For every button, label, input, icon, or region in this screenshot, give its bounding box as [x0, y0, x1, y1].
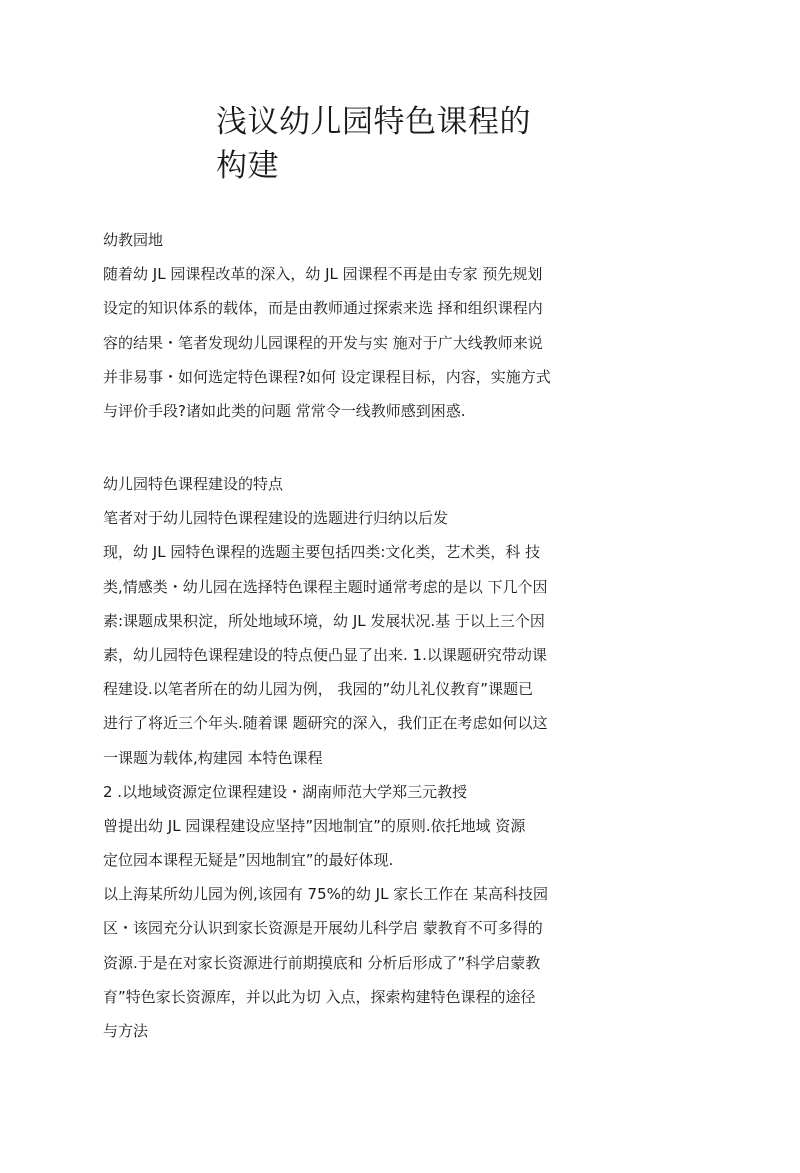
paragraph-line: 一课题为载体,构建园 本特色课程	[103, 748, 323, 767]
paragraph-line: 素，幼儿园特色课程建设的特点便凸显了出来. 1.以课题研究带动课	[103, 645, 547, 664]
paragraph-line: 与方法	[103, 1022, 149, 1040]
paragraph-line: 类,情感类・幼儿园在选择特色课程主题时通常考虑的是以 下几个因	[103, 577, 548, 596]
paragraph-line: 资源.于是在对家长资源进行前期摸底和 分析后形成了”科学启蒙教	[103, 953, 541, 972]
title-line-1: 浅议幼儿园特色课程的	[216, 104, 531, 140]
title-line-2: 构建	[216, 148, 279, 184]
paragraph-line: 与评价手段?诸如此类的问题 常常令一线教师感到困惑.	[103, 401, 466, 420]
paragraph-line: 育”特色家长资源库，并以此为切 入点，探索构建特色课程的途径	[103, 987, 536, 1006]
paragraph-line: 随着幼 JL 园课程改革的深入，幼 JL 园课程不再是由专家 预先规划	[103, 265, 543, 284]
paragraph-line: 设定的知识体系的载体，而是由教师通过探索来选 择和组织课程内	[103, 299, 543, 318]
paragraph-line: 笔者对于幼儿园特色课程建设的选题进行归纳以后发	[103, 509, 449, 528]
section-features	[103, 471, 583, 1052]
paragraph-line: 素:课题成果积淀，所处地域环境，幼 JL 发展状况.基 于以上三个因	[103, 611, 545, 630]
section-intro	[103, 227, 583, 432]
paragraph-line: 2 .以地域资源定位课程建设・湖南师范大学郑三元教授	[103, 782, 468, 801]
paragraph-line: 并非易事・如何选定特色课程?如何 设定课程目标，内容，实施方式	[103, 367, 551, 386]
paragraph-line: 进行了将近三个年头.随着课 题研究的深入，我们正在考虑如何以这	[103, 714, 548, 733]
paragraph-line: 定位园本课程无疑是”因地制宜”的最好体现.	[103, 851, 394, 870]
paragraph-line: 区・该园充分认识到家长资源是开展幼儿科学启 蒙教育不可多得的	[103, 919, 543, 938]
paragraph-line: 容的结果・笔者发现幼儿园课程的开发与实 施对于广大线教师来说	[103, 333, 543, 352]
paragraph-line: 现，幼 JL 园特色课程的选题主要包括四类:文化类，艺术类，科 技	[103, 543, 541, 562]
paragraph-line: 曾提出幼 JL 园课程建设应坚持”因地制宜”的原则.依托地域 资源	[103, 816, 526, 835]
section-heading: 幼儿园特色课程建设的特点	[103, 475, 284, 493]
section-heading: 幼教园地	[103, 231, 164, 249]
document-title	[216, 100, 616, 188]
paragraph-line: 以上海某所幼儿园为例,该园有 75%的幼 JL 家长工作在 某高科技园	[103, 885, 548, 904]
paragraph-line: 程建设.以笔者所在的幼儿园为例， 我园的”幼儿礼仪教育”课题已	[103, 680, 534, 699]
